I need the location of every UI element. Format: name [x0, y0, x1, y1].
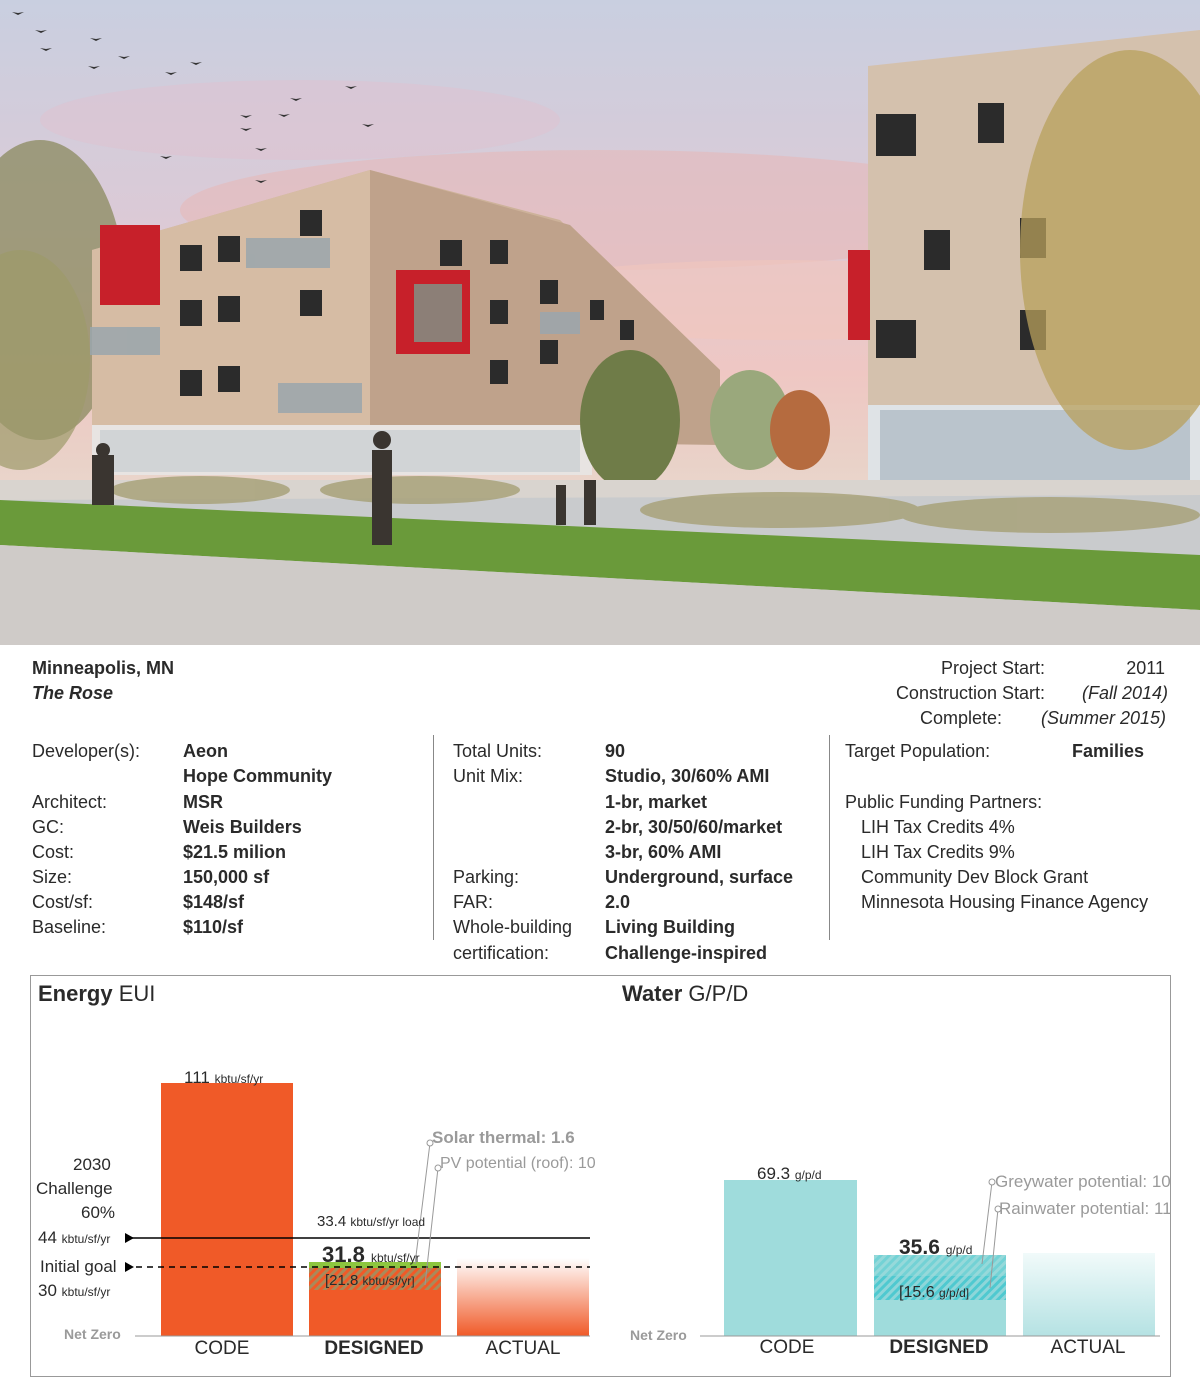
- rainwater-label: Rainwater potential: 11: [999, 1199, 1172, 1218]
- challenge-line1: 2030: [73, 1155, 111, 1174]
- funding-item: LIH Tax Credits 9%: [861, 842, 1015, 862]
- detail-label: Developer(s):: [32, 741, 141, 761]
- water-category-code: CODE: [759, 1337, 815, 1358]
- energy-category-actual: ACTUAL: [485, 1338, 561, 1359]
- water-designed-net-value: [15.6: [899, 1284, 935, 1301]
- designed-net-value: [21.8: [325, 1272, 359, 1289]
- designed-unit: kbtu/sf/yr: [370, 1251, 420, 1265]
- greywater-label: Greywater potential: 10: [995, 1172, 1171, 1191]
- water-designed-label: [899, 1236, 972, 1260]
- detail-label: Total Units:: [453, 741, 543, 761]
- detail-label: Whole-building: [453, 917, 573, 937]
- pv-potential-label: PV potential (roof): 10: [440, 1155, 596, 1172]
- detail-label: Cost/sf:: [32, 892, 94, 912]
- energy-bar-code: [161, 1083, 293, 1336]
- construction-start-label: Construction Start:: [895, 683, 1045, 703]
- water-code-label: [757, 1164, 822, 1184]
- funding-item: LIH Tax Credits 4%: [861, 817, 1015, 837]
- energy-title-rest: EUI: [112, 981, 156, 1006]
- water-category-actual: ACTUAL: [1050, 1337, 1126, 1358]
- detail-label: Architect:: [32, 792, 108, 812]
- water-designed-unit: g/p/d: [945, 1243, 973, 1257]
- water-designed-value: 35.6: [899, 1236, 940, 1259]
- energy-designed-net-label: [325, 1272, 415, 1289]
- water-bar-actual: [1023, 1253, 1155, 1336]
- water-title: [622, 981, 748, 1007]
- energy-title-bold: Energy: [38, 981, 113, 1006]
- load-value: 33.4: [317, 1213, 347, 1230]
- designed-net-unit: kbtu/sf/yr]: [362, 1274, 415, 1288]
- construction-start-value: (Fall 2014): [1081, 683, 1168, 703]
- energy-net-zero-label: Net Zero: [64, 1326, 121, 1342]
- detail-value: $148/sf: [183, 892, 245, 912]
- challenge-line3: 60%: [81, 1203, 116, 1222]
- detail-value: Living Building: [605, 917, 735, 937]
- greywater-leader-line: [982, 1182, 992, 1264]
- energy-2030-arrow: [125, 1233, 134, 1243]
- detail-label: Cost:: [32, 842, 75, 862]
- complete-value: (Summer 2015): [1040, 708, 1166, 728]
- water-category-designed: DESIGNED: [889, 1337, 989, 1358]
- water-title-bold: Water: [622, 981, 683, 1006]
- target-population-value: Families: [1072, 741, 1145, 761]
- energy-category-code: CODE: [194, 1338, 250, 1359]
- designed-value: 31.8: [322, 1242, 365, 1267]
- detail-value: 2-br, 30/50/60/market: [605, 817, 783, 837]
- detail-label: Size:: [32, 867, 73, 887]
- energy-category-designed: DESIGNED: [324, 1338, 424, 1359]
- detail-value: 1-br, market: [605, 792, 708, 812]
- water-net-zero-label: Net Zero: [630, 1327, 687, 1343]
- city: Minneapolis, MN: [32, 658, 175, 678]
- challenge-line2: Challenge: [36, 1179, 113, 1198]
- water-designed-net-unit: g/p/d]: [939, 1286, 970, 1300]
- water-title-rest: G/P/D: [682, 981, 749, 1006]
- detail-value: Challenge-inspired: [605, 943, 768, 963]
- energy-code-value: 111: [184, 1068, 210, 1087]
- water-code-unit: g/p/d: [794, 1168, 822, 1182]
- initial-goal-label: Initial goal: [40, 1257, 117, 1276]
- detail-value: $21.5 milion: [183, 842, 287, 862]
- complete-label: Complete:: [919, 708, 1002, 728]
- challenge-unit: kbtu/sf/yr: [61, 1232, 111, 1246]
- detail-value: 2.0: [605, 892, 631, 912]
- detail-value: Weis Builders: [183, 817, 302, 837]
- water-designed-net-label: [899, 1284, 969, 1302]
- funding-label: Public Funding Partners:: [845, 792, 1043, 812]
- detail-label: Parking:: [453, 867, 520, 887]
- initial-value-label: [38, 1281, 110, 1301]
- detail-value: Hope Community: [183, 766, 333, 786]
- detail-value: $110/sf: [183, 917, 244, 937]
- energy-initial-arrow: [125, 1262, 134, 1272]
- project-start-value: 2011: [1126, 658, 1165, 678]
- initial-unit: kbtu/sf/yr: [61, 1285, 111, 1299]
- solar-thermal-label: Solar thermal: 1.6: [432, 1128, 575, 1147]
- energy-designed-label: [322, 1242, 420, 1268]
- detail-value: Studio, 30/60% AMI: [605, 766, 770, 786]
- detail-label: GC:: [32, 817, 65, 837]
- detail-value: MSR: [183, 792, 223, 812]
- detail-value: 150,000 sf: [183, 867, 270, 887]
- detail-label: FAR:: [453, 892, 494, 912]
- detail-value: 90: [605, 741, 626, 761]
- detail-value: 3-br, 60% AMI: [605, 842, 722, 862]
- funding-item: Minnesota Housing Finance Agency: [861, 892, 1149, 912]
- detail-value: Underground, surface: [605, 867, 794, 887]
- detail-value: Aeon: [183, 741, 228, 761]
- energy-code-unit: kbtu/sf/yr: [214, 1072, 264, 1086]
- detail-label: Baseline:: [32, 917, 107, 937]
- challenge-value-label: [38, 1228, 110, 1248]
- water-code-value: 69.3: [757, 1164, 791, 1183]
- energy-code-label: [184, 1068, 263, 1088]
- energy-bar-actual: [457, 1258, 589, 1336]
- project-start-label: Project Start:: [940, 658, 1045, 678]
- energy-load-label: [317, 1213, 425, 1230]
- load-unit: kbtu/sf/yr load: [350, 1215, 426, 1229]
- water-bar-code: [724, 1180, 857, 1336]
- target-population-label: Target Population:: [845, 741, 991, 761]
- detail-label: certification:: [453, 943, 550, 963]
- initial-value: 30: [38, 1281, 57, 1300]
- funding-item: Community Dev Block Grant: [861, 867, 1089, 887]
- project-name: The Rose: [32, 683, 114, 703]
- challenge-value: 44: [38, 1228, 57, 1247]
- detail-label: Unit Mix:: [453, 766, 524, 786]
